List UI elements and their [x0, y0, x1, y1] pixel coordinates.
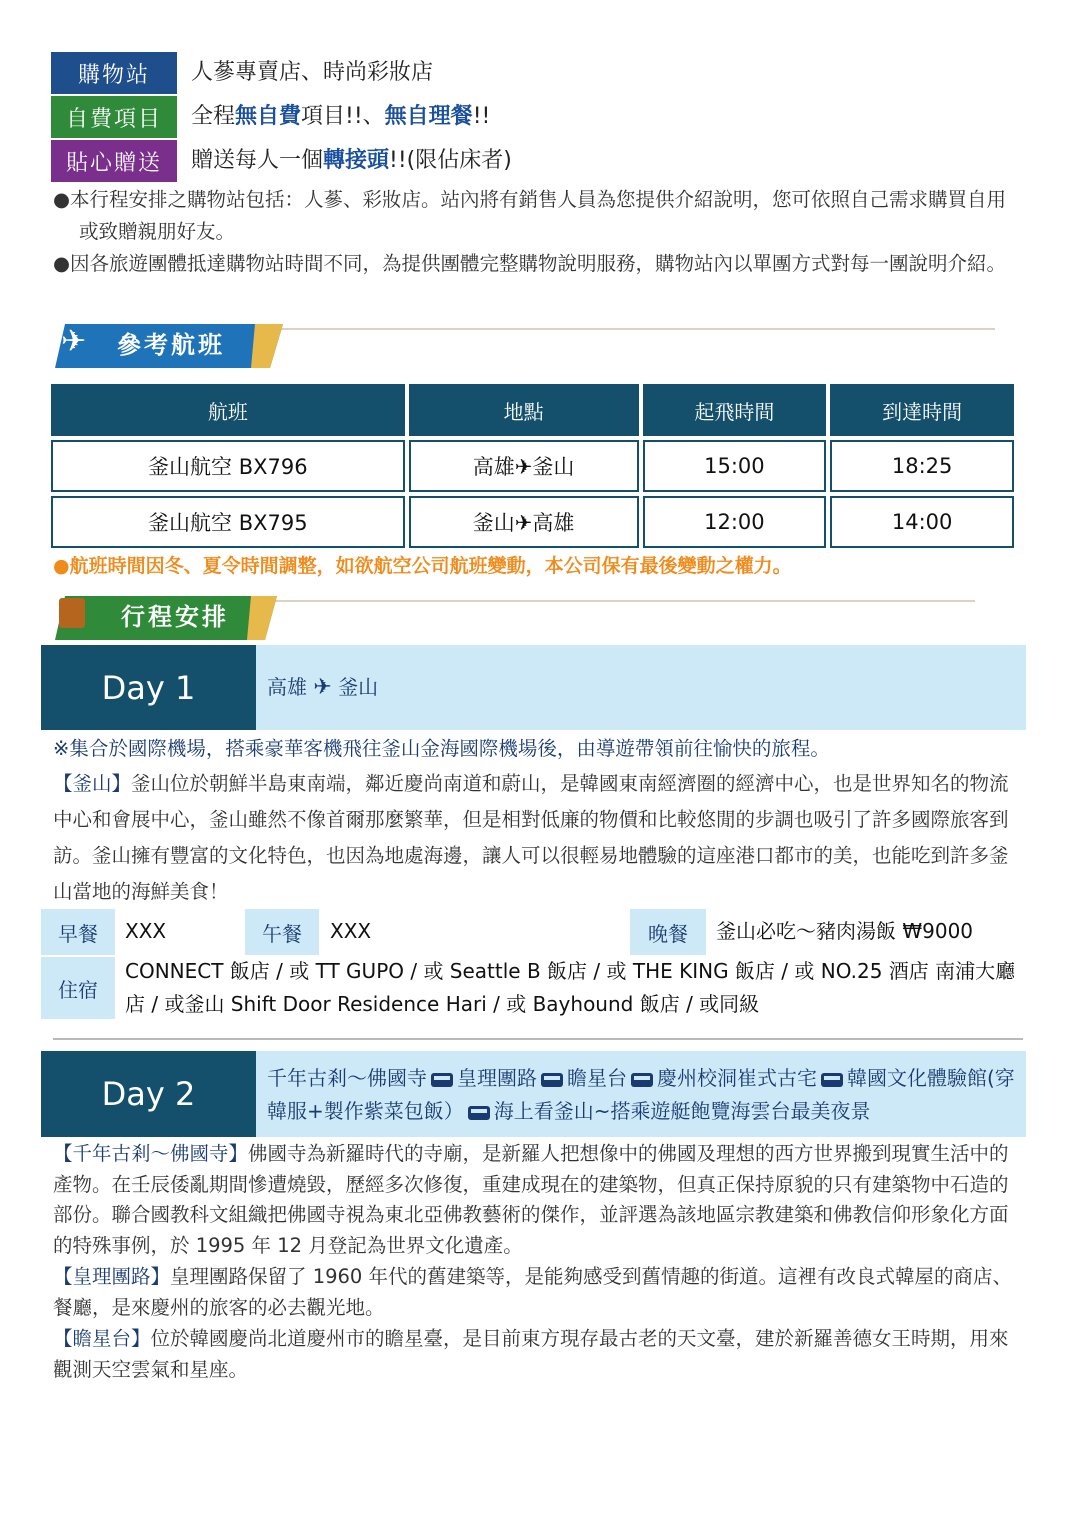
- airplane-icon: ✈: [313, 675, 332, 700]
- breakfast-label: 早餐: [41, 909, 115, 955]
- arr-cell: 14:00: [830, 496, 1014, 548]
- table-row: [51, 440, 1014, 492]
- note-1: ●本行程安排之購物站包括：人蔘、彩妝店。站內將有銷售人員為您提供介紹說明，您可依照自己需求購買自用或致贈親朋好友。: [53, 188, 1007, 243]
- col-arr: 到達時間: [830, 384, 1014, 436]
- dep-cell: 12:00: [643, 496, 827, 548]
- itinerary-section-title: 行程安排: [121, 602, 229, 631]
- col-route: 地點: [409, 384, 639, 436]
- day1-header: [41, 645, 1026, 730]
- divider: [53, 1038, 1023, 1040]
- bus-icon: [631, 1073, 653, 1087]
- bus-icon: [821, 1073, 843, 1087]
- day2-header: [41, 1051, 1026, 1137]
- day1-route: 高雄 ✈ 釜山: [267, 675, 379, 700]
- flights-section-title: 參考航班: [117, 330, 225, 359]
- day1-label: Day 1: [41, 645, 256, 730]
- shopping-notes: [53, 184, 1023, 280]
- flight-table: [47, 380, 1018, 552]
- bus-icon: [431, 1073, 453, 1087]
- hotel-label: 住宿: [41, 957, 115, 1019]
- col-dep: 起飛時間: [643, 384, 827, 436]
- flight-note: ●航班時間因冬、夏令時間調整，如欲航空公司航班變動，本公司保有最後變動之權力。: [53, 555, 792, 577]
- shopping-tag: 購物站: [51, 52, 177, 94]
- itinerary-section-header: [55, 590, 975, 638]
- flight-cell: 釜山航空 BX796: [51, 440, 405, 492]
- day2-route: 千年古剎～佛國寺 皇理團路 瞻星台 慶州校洞崔式古宅 韓國文化體驗館(穿韓服+製作紫菜包飯） 海上看釜山~搭乘遊艇飽覽海雲台最美夜景: [267, 1066, 1015, 1123]
- bulguksa-paragraph: 【千年古剎～佛國寺】佛國寺為新羅時代的寺廟，是新羅人把想像中的佛國及理想的西方世界搬到現實生活中的產物。在壬辰倭亂期間慘遭燒毀，歷經多次修復，重建成現在的建築物，但真正保持原貌的只有建築物中石造的部份。聯合國教科文組織把佛國寺視為東北亞佛教藝術的傑作，並評選為該地區宗教建築和佛教信仰形象化方面的特殊事例，於 1995 年 12 月登記為世界文化遺產。: [53, 1142, 1009, 1257]
- dinner-label: 晚餐: [630, 909, 706, 955]
- gift-tag: 貼心贈送: [51, 140, 177, 182]
- day2-body: [53, 1139, 1025, 1385]
- airplane-icon: ✈: [61, 324, 87, 359]
- day2-label: Day 2: [41, 1051, 256, 1137]
- luggage-icon: [59, 598, 85, 628]
- dep-cell: 15:00: [643, 440, 827, 492]
- flight-cell: 釜山航空 BX795: [51, 496, 405, 548]
- bus-icon: [541, 1073, 563, 1087]
- optional-tag: 自費項目: [51, 96, 177, 138]
- optional-value: 全程無自費項目!!、無自理餐!!: [191, 104, 491, 129]
- lunch-label: 午餐: [245, 909, 319, 955]
- day1-body: [53, 732, 1025, 910]
- dinner-value: 釜山必吃～豬肉湯飯 ₩9000: [716, 919, 974, 943]
- hwangnidan-paragraph: 【皇理團路】皇理團路保留了 1960 年代的舊建築等，是能夠感受到舊情趣的街道。這裡有改良式韓屋的商店、餐廳，是來慶州的旅客的必去觀光地。: [53, 1265, 1013, 1319]
- breakfast-value: XXX: [125, 919, 167, 943]
- col-flight: 航班: [51, 384, 405, 436]
- note-2: ●因各旅遊團體抵達購物站時間不同，為提供團體完整購物說明服務，購物站內以單團方式對每一團說明介紹。: [53, 252, 1007, 275]
- flights-section-header: [55, 318, 995, 366]
- table-row: [51, 496, 1014, 548]
- bus-icon: [468, 1106, 490, 1120]
- route-cell: 釜山✈高雄: [409, 496, 639, 548]
- hotel-value: CONNECT 飯店 / 或 TT GUPO / 或 Seattle B 飯店 / 或 THE KING 飯店 / 或 NO.25 酒店 南浦大廳店 / 或釜山 Shift Door Residence Hari / 或 Bayhound 飯店 / 或同級: [125, 959, 1016, 1016]
- arr-cell: 18:25: [830, 440, 1014, 492]
- lunch-value: XXX: [330, 919, 372, 943]
- cheomseongdae-paragraph: 【瞻星台】位於韓國慶尚北道慶州市的瞻星臺，是目前東方現存最古老的天文臺，建於新羅善德女王時期，用來觀測天空雲氣和星座。: [53, 1327, 1009, 1381]
- gift-value: 贈送每人一個轉接頭!!(限佔床者): [191, 148, 512, 173]
- route-cell: 高雄✈釜山: [409, 440, 639, 492]
- day1-intro: ※集合於國際機場，搭乘豪華客機飛往釜山金海國際機場後，由導遊帶領前往愉快的旅程。: [53, 737, 830, 760]
- busan-paragraph: 【釜山】釜山位於朝鮮半島東南端，鄰近慶尚南道和蔚山，是韓國東南經濟圈的經濟中心，也是世界知名的物流中心和會展中心，釜山雖然不像首爾那麼繁華，但是相對低廉的物價和比較悠閒的步調也吸引了許多國際旅客到訪。釜山擁有豐富的文化特色，也因為地處海邊，讓人可以很輕易地體驗的這座港口都市的美，也能吃到許多釜山當地的海鮮美食！: [53, 772, 1009, 903]
- shopping-value: 人蔘專賣店、時尚彩妝店: [191, 60, 434, 85]
